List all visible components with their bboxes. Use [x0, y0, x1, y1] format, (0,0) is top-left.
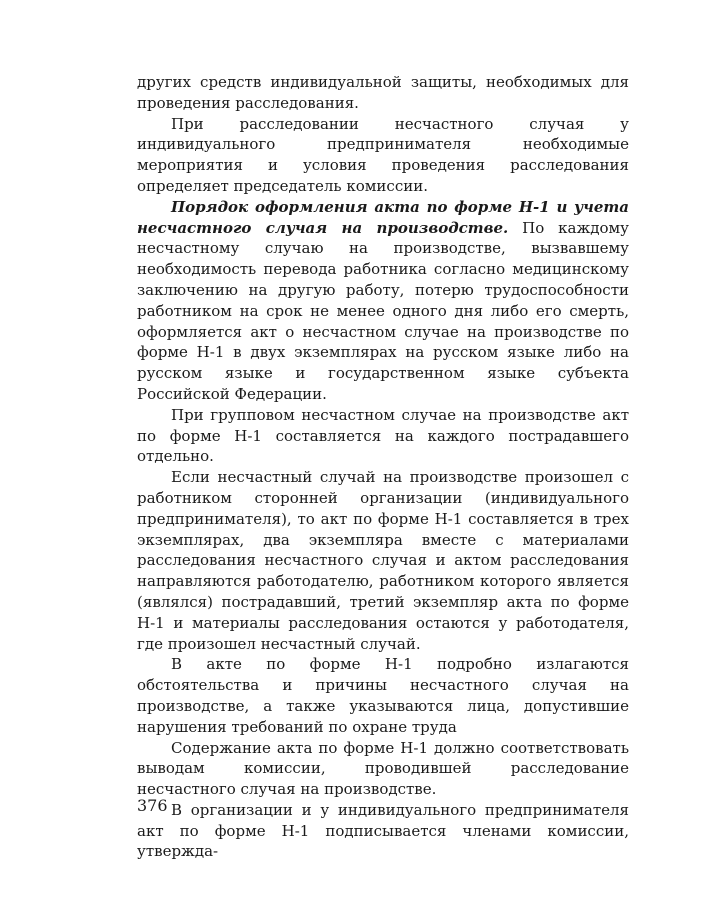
paragraph-continued: других средств индивидуальной защиты, необходимых для проведения расследования.	[137, 73, 629, 112]
paragraph: В организации и у индивидуального предпринимателя акт по форме Н-1 подписывается членами комиссии, утвержда-	[137, 800, 629, 861]
paragraph: В акте по форме Н-1 подробно излагаются обстоятельства и причины несчастного случая на производстве, а также указываются лица, допустившие нарушения требований по охране труда	[137, 655, 629, 736]
page-number: 376	[137, 796, 168, 815]
body-text	[137, 72, 629, 862]
paragraph: При групповом несчастном случае на производстве акт по форме Н-1 составляется на каждого пострадавшего отдельно.	[137, 405, 629, 466]
paragraph-body: По каждому несчастному случаю на производстве, вызвавшему необходимость перевода работника согласно медицинскому заключению на другую работу, потерю трудоспособности работником на срок не менее одного дня либо его смерть, оформляется акт о несчастном случае на производстве по форме Н-1 в двух экземплярах на русском языке либо на русском языке и государственном языке субъекта Российской Федерации.	[137, 218, 630, 403]
paragraph: При расследовании несчастного случая у индивидуального предпринимателя необходимые мероприятия и условия проведения расследования определяет председатель комиссии.	[137, 114, 629, 195]
paragraph: Содержание акта по форме Н-1 должно соответствовать выводам комиссии, проводившей расследование несчастного случая на производстве.	[137, 738, 629, 799]
section-heading: Порядок оформления акта по форме Н-1 и учета несчастного случая на производстве.	[137, 197, 629, 237]
paragraph: Если несчастный случай на производстве произошел с работником сторонней организации (индивидуального предпринимателя), то акт по форме Н-1 составляется в трех экземплярах, два экземпляра вместе с материалами расследования несчастного случая и актом расследования направляются работодателю, работником которого является (являлся) пострадавший, третий экземпляр акта по форме Н-1 и материалы расследования остаются у работодателя, где произошел несчастный случай.	[137, 468, 629, 653]
paragraph-with-heading	[137, 197, 629, 405]
